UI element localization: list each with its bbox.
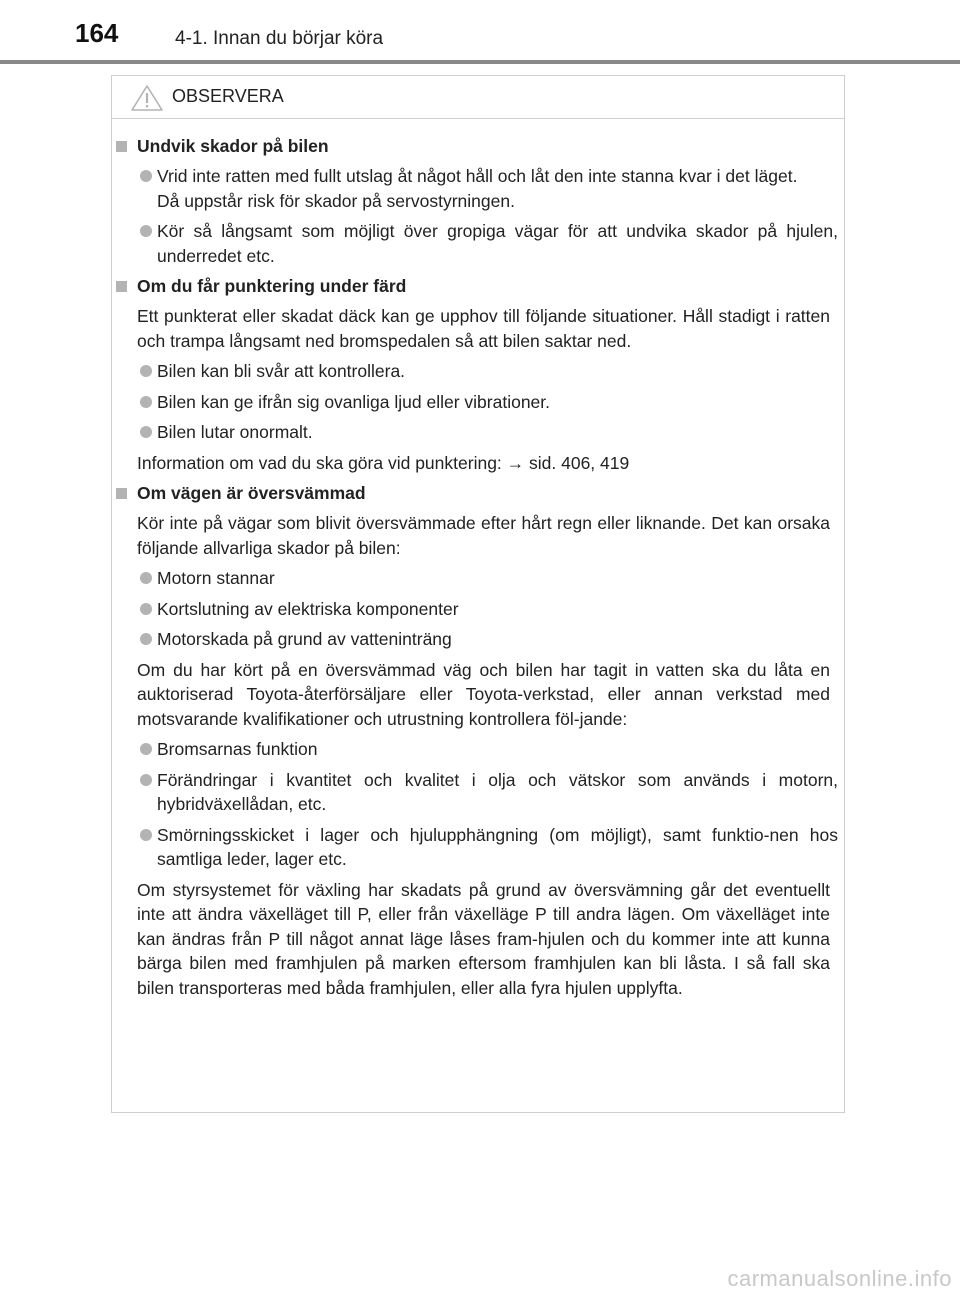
circle-bullet-icon (140, 743, 152, 755)
block-text: Bilen kan ge ifrån sig ovanliga ljud eller vibrationer. (157, 391, 551, 412)
block-text: Motorskada på grund av vatteninträng (157, 629, 452, 649)
block-text: Bromsarnas funktion (157, 739, 318, 759)
watermark: carmanualsonline.info (727, 1266, 952, 1291)
block-text: Bilen lutar onormalt. (157, 422, 313, 442)
block-text: Om du har kört på en översvämmad väg och bilen har tagit in vatten ska du låta en auktoriserad Toyota-återförsäljare eller Toyota-verkstad, eller annan verkstad med motsvarande kvalifikationer och utrustning kontrollera föl-jande: (137, 659, 830, 729)
section-title: 4-1. Innan du börjar köra (175, 28, 384, 49)
paragraph (112, 451, 846, 476)
block-text: Vrid inte ratten med fullt utslag åt något håll och låt den inte stanna kvar i det läget. Då uppstår risk för skador på servostyrningen. (157, 166, 798, 211)
square-bullet-icon (116, 281, 127, 292)
block-text: Smörningsskicket i lager och hjulupphängning (om möjligt), samt funktio-nen hos samtliga leder, lager etc. (157, 824, 838, 869)
block-text: Undvik skador på bilen (137, 136, 329, 156)
block-text: Förändringar i kvantitet och kvalitet i olja och vätskor som används i motorn, hybridväxellådan, etc. (157, 769, 838, 814)
bullet-item (112, 768, 846, 817)
block-text: Ett punkterat eller skadat däck kan ge upphov till följande situationer. Håll stadigt i ratten och trampa långsamt ned bromspedalen så att bilen saktar ned. (137, 306, 830, 351)
block-text: Bilen kan bli svår att kontrollera. (157, 361, 406, 381)
bullet-item (112, 627, 846, 652)
block-text: Motorn stannar (157, 568, 275, 588)
circle-bullet-icon (140, 633, 152, 645)
notice-title: OBSERVERA (172, 86, 284, 106)
block-text: Om du får punktering under färd (137, 276, 407, 296)
block-text: Information om vad du ska göra vid punktering: → sid. 406, 419 (137, 452, 630, 473)
block-text: Om vägen är översvämmad (137, 483, 366, 503)
block-text: Om styrsystemet för växling har skadats på grund av översvämning går det eventuellt inte att ändra växelläget till P, eller från växelläge P till andra lägen. Om växelläget inte kan ändras från P till något annat läge låses fram-hjulen och du kommer inte att kunna bärga bilen med framhjulen på marken eftersom framhjulen kan bli låsta. I så fall ska bilen transporteras med båda framhjulen, eller alla fyra hjulen upplyfta. (137, 879, 830, 998)
notice-header (112, 76, 844, 119)
section-heading (112, 481, 846, 505)
circle-bullet-icon (140, 365, 152, 377)
circle-bullet-icon (140, 603, 152, 615)
notice-box (111, 75, 845, 1113)
bullet-item (112, 164, 846, 213)
paragraph (112, 304, 846, 353)
bullet-item (112, 566, 846, 591)
section-heading (112, 134, 846, 158)
circle-bullet-icon (140, 774, 152, 786)
block-text: Kör så långsamt som möjligt över gropiga vägar för att undvika skador på hjulen, underredet etc. (157, 221, 838, 266)
notice-content (112, 134, 846, 1006)
page-number: 164 (75, 18, 119, 48)
bullet-item (112, 823, 846, 872)
block-text: Kör inte på vägar som blivit översvämmade efter hårt regn eller liknande. Det kan orsaka följande allvarliga skador på bilen: (137, 513, 830, 558)
circle-bullet-icon (140, 829, 152, 841)
paragraph (112, 658, 846, 732)
circle-bullet-icon (140, 426, 152, 438)
bullet-item (112, 420, 846, 445)
bullet-item (112, 359, 846, 384)
square-bullet-icon (116, 141, 127, 152)
header-rule (0, 60, 960, 64)
block-text: Kortslutning av elektriska komponenter (157, 598, 459, 619)
bullet-item (112, 219, 846, 268)
circle-bullet-icon (140, 170, 152, 182)
circle-bullet-icon (140, 572, 152, 584)
circle-bullet-icon (140, 225, 152, 237)
bullet-item (112, 597, 846, 622)
square-bullet-icon (116, 488, 127, 499)
paragraph (112, 511, 846, 560)
bullet-item (112, 737, 846, 762)
bullet-item (112, 390, 846, 415)
paragraph (112, 878, 846, 1001)
section-heading (112, 274, 846, 298)
circle-bullet-icon (140, 396, 152, 408)
page-header (0, 0, 960, 60)
warning-triangle-icon (130, 84, 164, 112)
